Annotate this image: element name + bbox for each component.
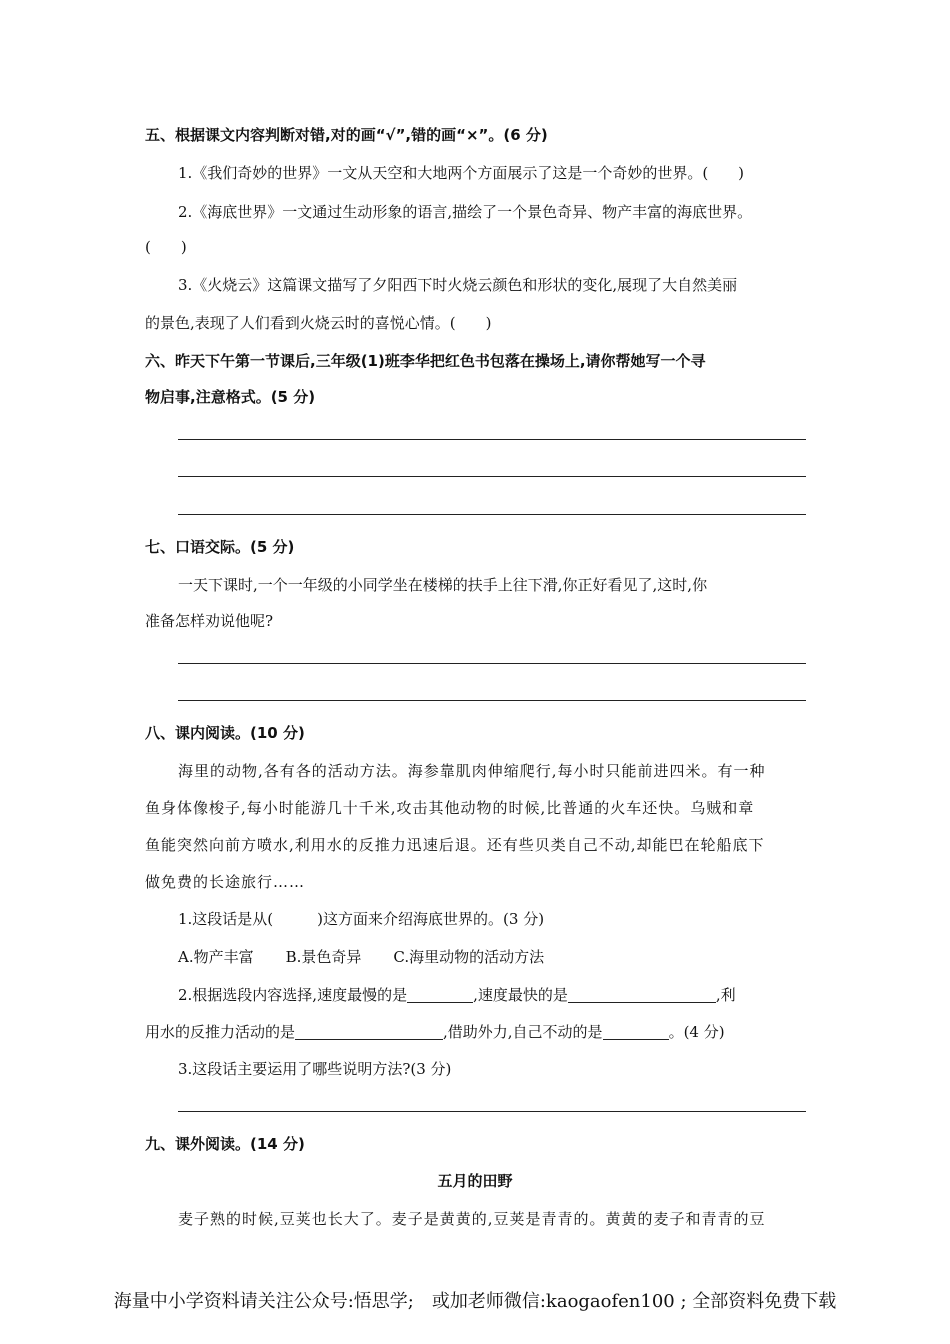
- section8-options: [178, 946, 544, 967]
- fill-blank-external-force[interactable]: [603, 1023, 669, 1040]
- section6-heading: 六、昨天下午第一节课后,三年级(1)班李华把红色书包落在操场上,请你帮她写一个寻: [145, 352, 706, 370]
- section7-text-cont: 准备怎样劝说他呢?: [145, 612, 274, 630]
- question-text: 用水的反推力活动的是: [145, 1023, 296, 1041]
- question-text: ,速度最快的是: [473, 986, 568, 1004]
- answer-line[interactable]: [178, 700, 806, 701]
- question-text: 1.这段话是从(: [178, 910, 274, 928]
- footer-notice: 海量中小学资料请关注公众号:悟思学; 或加老师微信:kaogaofen100 ; 全部资料免费下载: [113, 1291, 837, 1312]
- question-text: )这方面来介绍海底世界的。(3 分): [317, 910, 545, 928]
- section5-question-3-cont: 的景色,表现了人们看到火烧云时的喜悦心情。( ): [145, 314, 492, 332]
- section5-question-2-cont: ( ): [145, 238, 187, 256]
- section6-heading-cont: 物启事,注意格式。(5 分): [145, 388, 316, 406]
- section5-question-1: 1.《我们奇妙的世界》一文从天空和大地两个方面展示了这是一个奇妙的世界。( ): [178, 164, 745, 182]
- section8-question-3: 3.这段话主要运用了哪些说明方法?(3 分): [178, 1060, 452, 1078]
- section9-passage-line: 麦子熟的时候,豆荚也长大了。麦子是黄黄的,豆荚是青青的。黄黄的麦子和青青的豆: [178, 1210, 766, 1228]
- section8-passage-line: 海里的动物,各有各的活动方法。海参靠肌肉伸缩爬行,每小时只能前进四米。有一种: [178, 762, 766, 780]
- section8-question-1: [178, 908, 544, 929]
- section7-text: 一天下课时,一个一年级的小同学坐在楼梯的扶手上往下滑,你正好看见了,这时,你: [178, 576, 708, 594]
- answer-line[interactable]: [178, 439, 806, 440]
- section8-heading: 八、课内阅读。(10 分): [145, 724, 305, 742]
- fill-blank-reverse-thrust[interactable]: [295, 1023, 443, 1040]
- section8-passage-line: 鱼身体像梭子,每小时能游几十千米,攻击其他动物的时候,比普通的火车还快。乌贼和章: [145, 799, 755, 817]
- option-c: C.海里动物的活动方法: [393, 948, 545, 966]
- section7-heading: 七、口语交际。(5 分): [145, 538, 295, 556]
- section5-question-3: 3.《火烧云》这篇课文描写了夕阳西下时火烧云颜色和形状的变化,展现了大自然美丽: [178, 276, 738, 294]
- question-text: 2.根据选段内容选择,速度最慢的是: [178, 986, 408, 1004]
- section8-question-2-cont: [145, 1021, 725, 1042]
- section9-heading: 九、课外阅读。(14 分): [145, 1135, 305, 1153]
- section5-question-2: 2.《海底世界》一文通过生动形象的语言,描绘了一个景色奇异、物产丰富的海底世界。: [178, 203, 753, 221]
- option-b: B.景色奇异: [285, 948, 362, 966]
- passage-title: 五月的田野: [437, 1172, 513, 1190]
- fill-blank-fastest[interactable]: [568, 986, 716, 1003]
- question-text: 。(4 分): [668, 1023, 725, 1041]
- option-a: A.物产丰富: [178, 948, 254, 966]
- answer-line[interactable]: [178, 663, 806, 664]
- question-text: ,借助外力,自己不动的是: [443, 1023, 603, 1041]
- answer-line[interactable]: [178, 476, 806, 477]
- fill-blank-slowest[interactable]: [407, 986, 473, 1003]
- section8-passage-line: 做免费的长途旅行……: [145, 873, 306, 891]
- section8-passage-line: 鱼能突然向前方喷水,利用水的反推力迅速后退。还有些贝类自己不动,却能巴在轮船底下: [145, 836, 765, 854]
- answer-line[interactable]: [178, 1111, 806, 1112]
- question-text: ,利: [715, 986, 736, 1004]
- section5-heading: 五、根据课文内容判断对错,对的画“√”,错的画“×”。(6 分): [145, 126, 548, 144]
- section8-question-2: [178, 984, 736, 1005]
- answer-line[interactable]: [178, 514, 806, 515]
